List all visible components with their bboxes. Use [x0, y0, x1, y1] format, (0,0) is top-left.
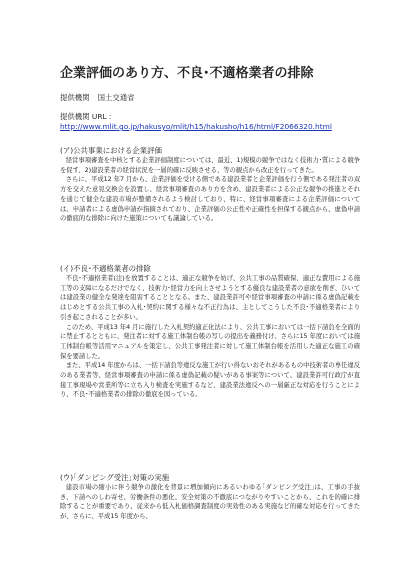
provider-url-link[interactable]: http://www.mlit.go.jp/hakusyo/mlit/h15/hakusho/h16/html/F2066320.html [60, 122, 332, 131]
page-title: 企業評価のあり方、不良･不適格業者の排除 [60, 66, 314, 81]
section-corporate-evaluation [60, 146, 360, 224]
paragraph: このため、平成13 年4 月に施行した入札契約適正化法により、公共工事においては一括下請負を全面的に禁止するとともに、発注者に対する施工体制台帳の写しの提出を義務付け、さらに15 年度においては施工体制台帳等活用マニュアルを策定し、公共工事発注者に対して施工体制台帳を活用した適正な施工の確保を要請した。 [60, 323, 360, 360]
paragraph: また、平成14 年度からは、一括下請負等違反な施工が行い得ないおそれがあるもの中技術者の専任違反のある業者等、経営事項審査の申請に係る虚偽記載の疑いがある事案等について、建設業許可行政庁が直接工事現場や営業所等に立ち入り検査を実施するなど、建設業法違反への一層厳正な対応を行うことにより、不良･不適格業者の排除の徹底を図っている。 [60, 362, 360, 399]
provider-value: 国土交通省 [97, 93, 135, 102]
provider-label: 提供機関 [60, 93, 90, 102]
paragraph: 不良･不適格業者(注)を放置することは、適正な競争を妨げ、公共工事の品質確保、適正な費用による施工等の支障になるだけでなく、技術力･経営力を向上させようとする優良な建設業者の意欲を削ぎ、ひいては建設業の健全な発達を阻害することとなる。また、建設業許可や経営事項審査の申請に係る虚偽記載をはじめとする公共工事の入札･契約に関する様々な不正行為は、主としてこうした不良･不適格業者により引き起こされることが多い。 [60, 275, 360, 321]
section-unqualified-contractors [60, 264, 360, 400]
section-heading: (イ)不良･不適格業者の排除 [60, 264, 151, 273]
url-label: 提供機関 URL : [60, 112, 112, 121]
section-dumping-measures [60, 473, 360, 522]
section-heading: (ア)公共事業における企業評価 [60, 146, 162, 155]
paragraph: さらに、平成12 年7 月から、企業評価を受ける側である建設業者と企業評価を行う側である発注者の双方を交えた意見交換会を設置し、経営事項審査のあり方を含め、建設業者による公正な競争の推進とそれを通じて健全な建設市場が整備されるよう検討しており、特に、経営事項審査による企業評価については、申請者による虚偽申請が指摘されており、企業評価の公正性や正確性を担保する観点から、虚偽申請の徹底的な排除に向けた施策についても議論している。 [60, 176, 360, 223]
url-line [60, 122, 360, 132]
paragraph: 建設市場の縮小に伴う競争の激化を背景に増加傾向にあるいわゆる｢ダンピング受注｣は、工事の手抜き、下請へのしわ寄せ、労働条件の悪化、安全対策の不徹底につながりやすいことから、これを的確に排除することが重要であり、従来から低入札価格調査制度の実効性のある実施など的確な対応を行ってきたが、さらに、平成15 年度から、 [60, 484, 360, 521]
paragraph: 経営事項審査を中核とする企業評価制度については、最近、1)規模の競争ではなく技術力･質による競争を促す、2)建設業者の経営状況を一層的確に反映させる、等の観点から改正を行ってきた。 [60, 157, 360, 174]
section-heading: (ウ)｢ダンピング受注｣対策の実施 [60, 473, 170, 482]
provider-line [60, 93, 360, 103]
